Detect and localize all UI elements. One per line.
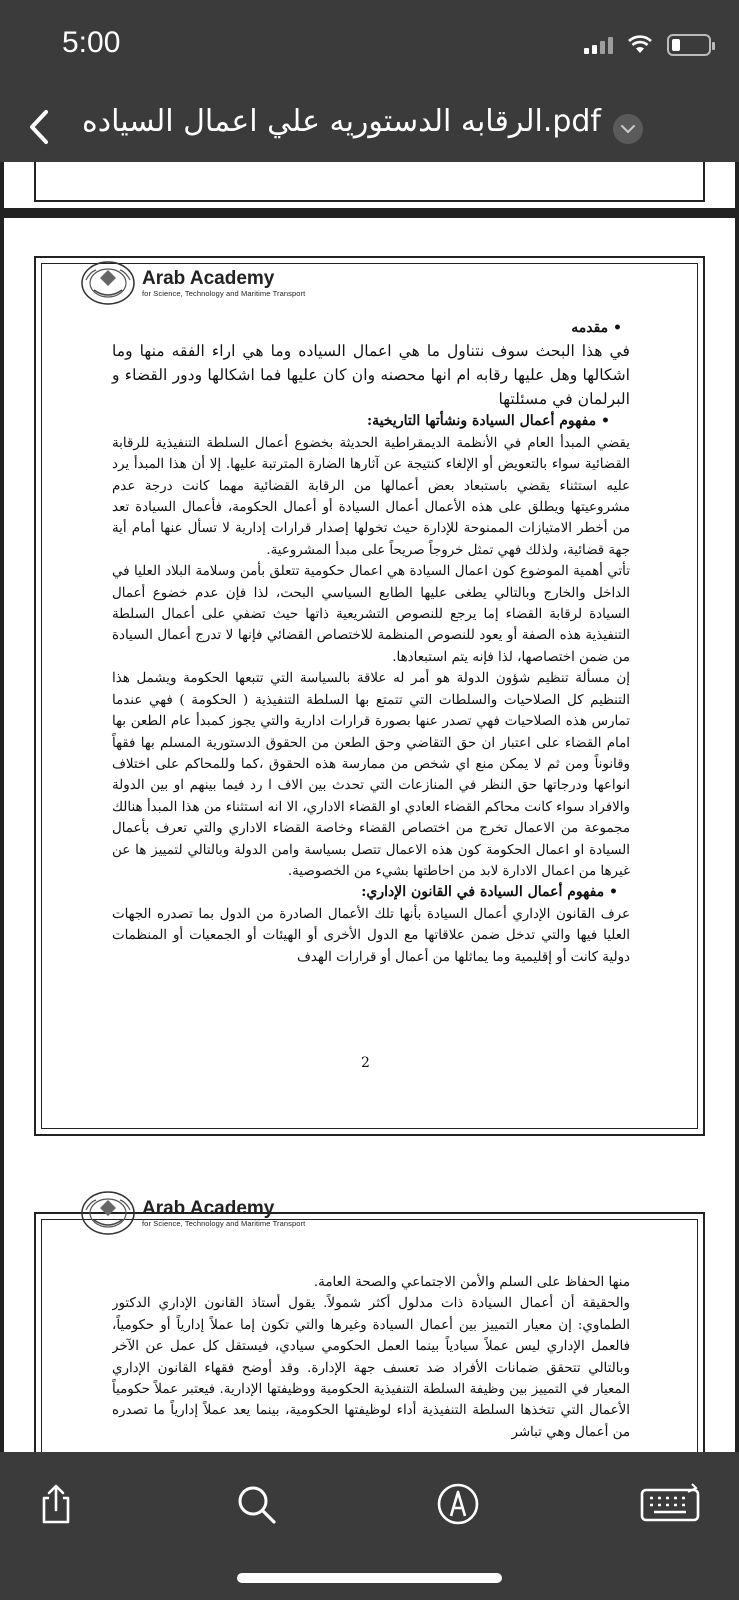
paragraph: عرف القانون الإداري أعمال السيادة بأنها تلك الأعمال الصادرة من الدول بما تصدره الجهات العليا فيها والتي تدخل ضمن علاقاتها مع الدول الأخرى أو الهيئات أو الجمعيات أو المنظمات دولية كانت أو إقليمية وما يماثلها من أعمال أو قرارات الهدف xyxy=(112,906,630,965)
paragraph: منها الحفاظ على السلم والأمن الاجتماعي والصحة العامة. xyxy=(313,1275,630,1290)
status-time: 5:00 xyxy=(62,26,121,59)
paragraph: تأتي أهمية الموضوع كون اعمال السيادة هي اعمال حكومية تتعلق بأمن وسلامة البلاد العليا في الداخل والخارج وبالتالي يطغى عليها الطابع السياسي البحت، لذا فإن عدم خضوع أعمال السيادة لرقابة القضاء إما يرجع للنصوص التشريعية ذاتها حيث تضفي على أعمال السلطة التنفيذية هذه الصفة أو يعود للنصوص المنظمة للاختصاص القضائي فإنها لا تدرج أعمال السيادة من ضمن اختصاصها، لذا فإنه يتم استبعادها. xyxy=(112,564,630,665)
wifi-icon xyxy=(627,35,653,55)
status-bar xyxy=(0,0,739,92)
paragraph: والحقيقة أن أعمال السيادة ذات مدلول أكثر شمولاً. يقول أستاذ القانون الإداري الدكتور الطماوي: إن معيار التمييز بين أعمال السيادة وغيرها والتي تكون إما عملاً إدارياً أو حكومياً، فالعمل الإداري ليس عملاً سيادياً بينما العمل الحكومي سيادي، فيستقل كل عمل عن الآخر وبالتالي تتحقق ضمانات الأفراد ضد تعسف جهة الإدارة. وقد أوضح فقهاء القانون الإداري المعيار في التمييز بين وظيفة السلطة التنفيذية الحكومية ووظيفتها الإدارية. فيعتبر عملاً حكومياً الأعمال التي تتخذها السلطة التنفيذية أداء لوظيفتها الحكومية، بينما يعد عملاً إدارياً ما تصدره من أعمال وهي تباشر xyxy=(112,1296,630,1440)
logo-title: Arab Academy xyxy=(142,1197,275,1219)
battery-icon xyxy=(667,34,711,56)
back-chevron-icon[interactable] xyxy=(20,106,60,148)
nav-bar xyxy=(0,92,739,162)
paragraph: يقضي المبدأ العام في الأنظمة الديمقراطية الحديثة بخضوع أعمال السلطة التنفيذية للرقابة القضائية سواء بالتعويض أو الإلغاء كنتيجة عن آثارها الضارة المترتبة عليها. إلا أن هذا المبدأ يرد عليه استثناء يقضي باستبعاد بعض أعمالها من الرقابة القضائية مهما كانت درجة عدم مشروعيتها ويطلق على هذه الأعمال أعمال السيادة أو أعمال الحكومة، فأعمال السيادة تعد من أخطر الامتيازات الممنوحة للإدارة حيث تخولها إصدار قرارات إدارية لا تسأل عنها أمام أية جهة قضائية، ولذلك فهي تمثل خروجاً صريحاً على مبدأ المشروعية. xyxy=(112,435,630,558)
academy-logo xyxy=(80,260,305,306)
keyboard-icon[interactable] xyxy=(640,1482,700,1526)
status-icons xyxy=(584,32,711,58)
search-icon[interactable] xyxy=(234,1482,278,1526)
home-indicator[interactable] xyxy=(237,1573,502,1583)
logo-title: Arab Academy xyxy=(142,267,275,289)
paragraph-intro: في هذا البحث سوف نتناول ما هي اعمال السياده وما هي اراء الفقه منها وما اشكالها وهل عليها رقابه ام انها محصنه وان كان عليها فما اشكالها ودور القضاء و البرلمان في مسئلتها xyxy=(112,342,630,409)
title-dropdown-button[interactable] xyxy=(613,114,643,144)
academy-logo xyxy=(80,1190,305,1236)
cellular-signal-icon xyxy=(584,36,613,54)
share-icon[interactable] xyxy=(34,1482,78,1526)
paragraph: إن مسألة تنظيم شؤون الدولة هو أمر له علاقة بالسياسة التي تتبعها الحكومة ويشمل هذا التنظيم كل الصلاحيات والسلطات التي تتمتع بها السلطة التنفيذية ( الحكومة ) فهي عندما تمارس هذه الصلاحيات فهي تصدر عنها بصورة قرارات ادارية والتي يجوز كمبدأ عام الطعن بها امام القضاء على اعتبار ان حق التقاضي وحق الطعن من الحقوق الدستورية المسلم بها فقهاً وقانوناً ومن ثم لا يمكن منع اي شخص من ممارسة هذه الحقوق ،كما وللمحاكم على اختلاف انواعها ودرجاتها حق النظر في المنازعات التي تحدث بين الاف ا رد فيما بينهم او بين الدولة والافراد سواء كانت محاكم القضاء العادي او القضاء الاداري، الا انه استثناء من هذا المبدأ هنالك مجموعة من الاعمال تخرج من اختصاص القضاء وخاصة القضاء الاداري والتي تعرف بأعمال السيادة او اعمال الحكومة كون هذه الاعمال تتصل بسياسة وامن الدولة وبالتالي لتمييز ها عن غيرها من اعمال الادارة لابد من احاطتها بشيء من الخصوصية. xyxy=(112,671,630,879)
markup-icon[interactable] xyxy=(436,1482,480,1526)
page-number: 2 xyxy=(361,1055,370,1071)
academy-seal-icon xyxy=(80,260,136,306)
heading-intro: • مقدمه xyxy=(112,318,630,339)
academy-seal-icon xyxy=(80,1190,136,1236)
heading-admin-law: • مفهوم أعمال السيادة في القانون الإداري: xyxy=(112,882,630,903)
page-3-text xyxy=(112,1272,630,1452)
page-2-text xyxy=(112,318,630,1038)
chevron-down-icon xyxy=(620,124,636,134)
document-title[interactable]: الرقابه الدستوريه علي اعمال السياده.pdf xyxy=(82,104,601,139)
logo-subtitle: for Science, Technology and Maritime Transport xyxy=(142,288,306,298)
heading-concept: • مفهوم أعمال السيادة ونشأتها التاريخية: xyxy=(112,411,630,432)
logo-subtitle: for Science, Technology and Maritime Transport xyxy=(142,1218,306,1228)
pdf-page-previous xyxy=(4,162,735,208)
